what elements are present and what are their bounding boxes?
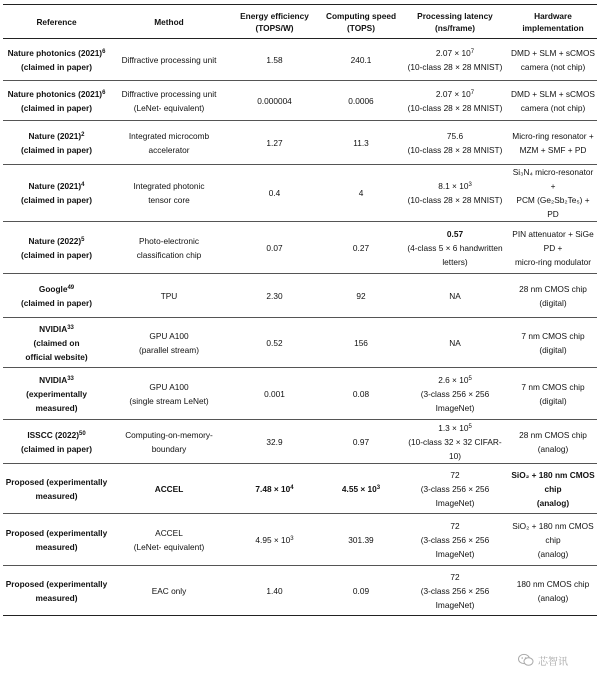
header-speed: Computing speed (TOPS) [321, 5, 401, 39]
cell-latency: $8.1 \times 10^3$ (10-class 28 × 28 MNIST) [401, 165, 509, 222]
table-row [3, 81, 597, 121]
cell-method: Integrated microcomb accelerator [110, 121, 228, 165]
cell-method: ACCEL [110, 464, 228, 514]
cell-energy: 1.58 [228, 39, 321, 81]
cell-latency: $1.3 \times 10^5$ (10-class 32 × 32 CIFAR-10) [401, 420, 509, 464]
cell-latency: $2.6 \times 10^5$ (3-class 256 × 256 ImageNet) [401, 368, 509, 420]
cell-reference: Nature $(2022)^5$ (claimed in paper) [3, 222, 110, 274]
cell-hardware: 7 nm CMOS chip (digital) [509, 318, 597, 368]
table-row [3, 222, 597, 274]
table-row [3, 274, 597, 318]
cell-energy: 0.4 [228, 165, 321, 222]
cell-method: ACCEL (LeNet- equivalent) [110, 514, 228, 566]
cell-hardware: Si₃N₄ micro-resonator + PCM (Ge₂Sb₂Te₅) + PD [509, 165, 597, 222]
cell-hardware: DMD + SLM + sCMOS camera (not chip) [509, 81, 597, 121]
cell-latency: 72 (3-class 256 × 256 ImageNet) [401, 514, 509, 566]
cell-hardware: 28 nm CMOS chip (analog) [509, 420, 597, 464]
cell-method: Integrated photonic tensor core [110, 165, 228, 222]
cell-energy: 32.9 [228, 420, 321, 464]
cell-hardware: SiO₂ + 180 nm CMOS chip (analog) [509, 464, 597, 514]
cell-speed: 301.39 [321, 514, 401, 566]
header-hardware: Hardware implementation [509, 5, 597, 39]
watermark-text: 芯智讯 [538, 656, 568, 668]
cell-latency: 72 (3-class 256 × 256 ImageNet) [401, 566, 509, 616]
table-row [3, 39, 597, 81]
cell-latency: $2.07 \times 10^7$ (10-class 28 × 28 MNIST) [401, 81, 509, 121]
table-row [3, 464, 597, 514]
table-row [3, 318, 597, 368]
cell-method: GPU A100 (parallel stream) [110, 318, 228, 368]
cell-hardware: 7 nm CMOS chip (digital) [509, 368, 597, 420]
cell-energy: 0.52 [228, 318, 321, 368]
cell-speed: 0.27 [321, 222, 401, 274]
cell-energy: 0.000004 [228, 81, 321, 121]
cell-speed: 0.09 [321, 566, 401, 616]
cell-energy: 0.07 [228, 222, 321, 274]
cell-hardware: Micro-ring resonator + MZM + SMF + PD [509, 121, 597, 165]
cell-energy: 1.27 [228, 121, 321, 165]
table-row [3, 121, 597, 165]
cell-reference: Proposed (experimentally measured) [3, 566, 110, 616]
cell-energy: 2.30 [228, 274, 321, 318]
cell-latency: NA [401, 318, 509, 368]
cell-reference: Proposed (experimentally measured) [3, 514, 110, 566]
header-latency: Processing latency (ns/frame) [401, 5, 509, 39]
cell-speed: 156 [321, 318, 401, 368]
cell-method: GPU A100 (single stream LeNet) [110, 368, 228, 420]
header-row [3, 5, 597, 39]
cell-reference: Nature photonics $(2021)^6$ (claimed in paper) [3, 39, 110, 81]
cell-latency: NA [401, 274, 509, 318]
header-energy: Energy efficiency (TOPS/W) [228, 5, 321, 39]
table-row [3, 368, 597, 420]
table-row [3, 420, 597, 464]
watermark [518, 651, 568, 669]
cell-latency: 72 (3-class 256 × 256 ImageNet) [401, 464, 509, 514]
table-row [3, 566, 597, 616]
cell-reference: Nature $(2021)^2$ (claimed in paper) [3, 121, 110, 165]
cell-speed: 92 [321, 274, 401, 318]
cell-speed: 0.08 [321, 368, 401, 420]
cell-reference: Nature $(2021)^4$ (claimed in paper) [3, 165, 110, 222]
cell-hardware: SiO₂ + 180 nm CMOS chip (analog) [509, 514, 597, 566]
cell-hardware: 180 nm CMOS chip (analog) [509, 566, 597, 616]
cell-energy: $4.95 \times 10^3$ [228, 514, 321, 566]
cell-reference: ISSCC $(2022)^{50}$ (claimed in paper) [3, 420, 110, 464]
cell-speed: $4.55 \times 10^3$ [321, 464, 401, 514]
cell-reference: Nature photonics $(2021)^6$ (claimed in paper) [3, 81, 110, 121]
cell-method: Computing-on-memory- boundary [110, 420, 228, 464]
cell-method: Diffractive processing unit (LeNet- equivalent) [110, 81, 228, 121]
cell-latency: $2.07 \times 10^7$ (10-class 28 × 28 MNIST) [401, 39, 509, 81]
cell-speed: 0.0006 [321, 81, 401, 121]
cell-hardware: PIN attenuator + SiGe PD + micro-ring modulator [509, 222, 597, 274]
cell-energy: 0.001 [228, 368, 321, 420]
cell-speed: 0.97 [321, 420, 401, 464]
cell-method: Photo-electronic classification chip [110, 222, 228, 274]
header-reference: Reference [3, 5, 110, 39]
cell-reference: NVIDIA$^{33}$ (experimentally measured) [3, 368, 110, 420]
header-method: Method [110, 5, 228, 39]
cell-hardware: 28 nm CMOS chip (digital) [509, 274, 597, 318]
cell-reference: Proposed (experimentally measured) [3, 464, 110, 514]
cell-energy: $7.48 \times 10^4$ [228, 464, 321, 514]
cell-reference: NVIDIA$^{33}$ (claimed on official website) [3, 318, 110, 368]
cell-reference: Google$^{49}$ (claimed in paper) [3, 274, 110, 318]
cell-latency: 0.57 (4-class 5 × 6 handwritten letters) [401, 222, 509, 274]
table-row [3, 165, 597, 222]
cell-hardware: DMD + SLM + sCMOS camera (not chip) [509, 39, 597, 81]
wechat-icon [518, 653, 534, 667]
table-row [3, 514, 597, 566]
cell-speed: 11.3 [321, 121, 401, 165]
comparison-table [3, 4, 597, 616]
cell-speed: 240.1 [321, 39, 401, 81]
cell-method: Diffractive processing unit [110, 39, 228, 81]
cell-latency: 75.6 (10-class 28 × 28 MNIST) [401, 121, 509, 165]
cell-speed: 4 [321, 165, 401, 222]
cell-energy: 1.40 [228, 566, 321, 616]
cell-method: TPU [110, 274, 228, 318]
cell-method: EAC only [110, 566, 228, 616]
